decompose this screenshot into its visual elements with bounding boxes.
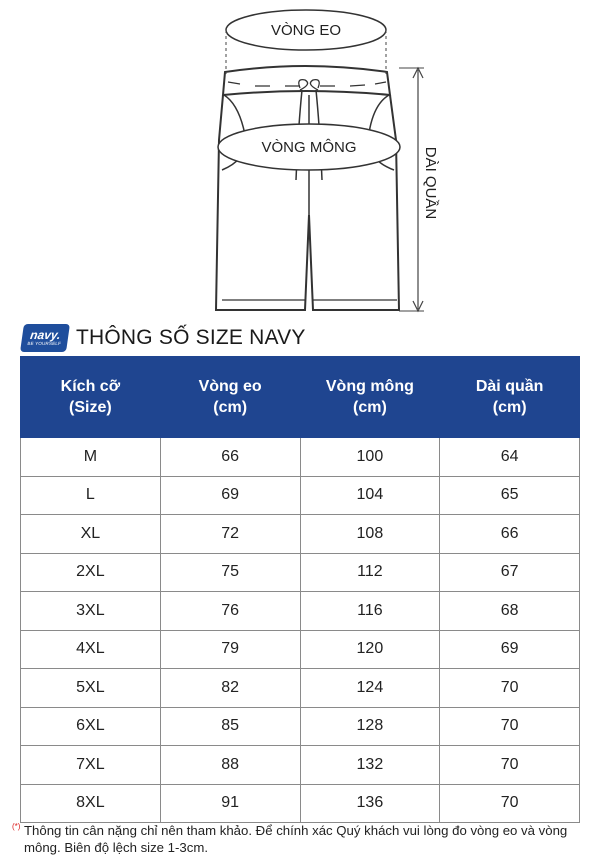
table-row <box>21 592 580 631</box>
hip-cell: 120 <box>300 630 440 669</box>
waist-cell: 88 <box>160 746 300 785</box>
hip-cell: 104 <box>300 476 440 515</box>
size-cell: L <box>21 476 161 515</box>
column-header-length: Dài quần (cm) <box>440 357 580 438</box>
length-cell: 70 <box>440 784 580 823</box>
hip-cell: 108 <box>300 515 440 554</box>
waist-cell: 69 <box>160 476 300 515</box>
length-label: DÀI QUẦN <box>422 146 439 220</box>
column-header-size: Kích cỡ (Size) <box>21 357 161 438</box>
waist-cell: 76 <box>160 592 300 631</box>
hip-cell: 100 <box>300 438 440 477</box>
table-row <box>21 476 580 515</box>
hip-cell: 136 <box>300 784 440 823</box>
length-cell: 70 <box>440 707 580 746</box>
hip-cell: 128 <box>300 707 440 746</box>
shorts-illustration <box>216 66 399 310</box>
size-cell: M <box>21 438 161 477</box>
waist-cell: 85 <box>160 707 300 746</box>
table-row <box>21 515 580 554</box>
table-row <box>21 707 580 746</box>
length-cell: 67 <box>440 553 580 592</box>
length-cell: 70 <box>440 746 580 785</box>
table-row <box>21 630 580 669</box>
size-cell: 7XL <box>21 746 161 785</box>
waist-cell: 79 <box>160 630 300 669</box>
table-row <box>21 746 580 785</box>
size-cell: 8XL <box>21 784 161 823</box>
waist-cell: 91 <box>160 784 300 823</box>
length-cell: 70 <box>440 669 580 708</box>
length-cell: 64 <box>440 438 580 477</box>
waist-cell: 75 <box>160 553 300 592</box>
waist-cell: 72 <box>160 515 300 554</box>
size-cell: 6XL <box>21 707 161 746</box>
table-row <box>21 438 580 477</box>
footnote-text: Thông tin cân nặng chỉ nên tham khảo. Để chính xác Quý khách vui lòng đo vòng eo và vòng mông. Biên độ lệch size 1-3cm. <box>24 823 568 855</box>
navy-logo <box>20 324 70 352</box>
hip-label: VÒNG MÔNG <box>261 139 357 156</box>
header-row <box>21 357 580 438</box>
waist-label: VÒNG EO <box>270 22 342 39</box>
hip-cell: 116 <box>300 592 440 631</box>
footnote <box>12 822 592 856</box>
column-header-hip: Vòng mông (cm) <box>300 357 440 438</box>
shorts-diagram <box>0 0 600 320</box>
hip-cell: 124 <box>300 669 440 708</box>
size-chart-heading <box>22 322 306 354</box>
table-row <box>21 669 580 708</box>
size-cell: 2XL <box>21 553 161 592</box>
table-row <box>21 553 580 592</box>
hip-cell: 112 <box>300 553 440 592</box>
length-cell: 65 <box>440 476 580 515</box>
size-cell: 5XL <box>21 669 161 708</box>
length-cell: 68 <box>440 592 580 631</box>
size-chart-title: THÔNG SỐ SIZE NAVY <box>76 326 306 349</box>
logo-tagline: BE YOURSELF <box>27 341 62 346</box>
size-table <box>20 356 580 823</box>
size-cell: 3XL <box>21 592 161 631</box>
footnote-marker: (*) <box>12 822 21 831</box>
column-header-waist: Vòng eo (cm) <box>160 357 300 438</box>
size-cell: XL <box>21 515 161 554</box>
table-row <box>21 784 580 823</box>
length-cell: 69 <box>440 630 580 669</box>
waist-cell: 82 <box>160 669 300 708</box>
length-measure <box>399 68 424 311</box>
hip-cell: 132 <box>300 746 440 785</box>
length-cell: 66 <box>440 515 580 554</box>
logo-brand: navy. <box>29 328 62 342</box>
size-cell: 4XL <box>21 630 161 669</box>
waist-cell: 66 <box>160 438 300 477</box>
